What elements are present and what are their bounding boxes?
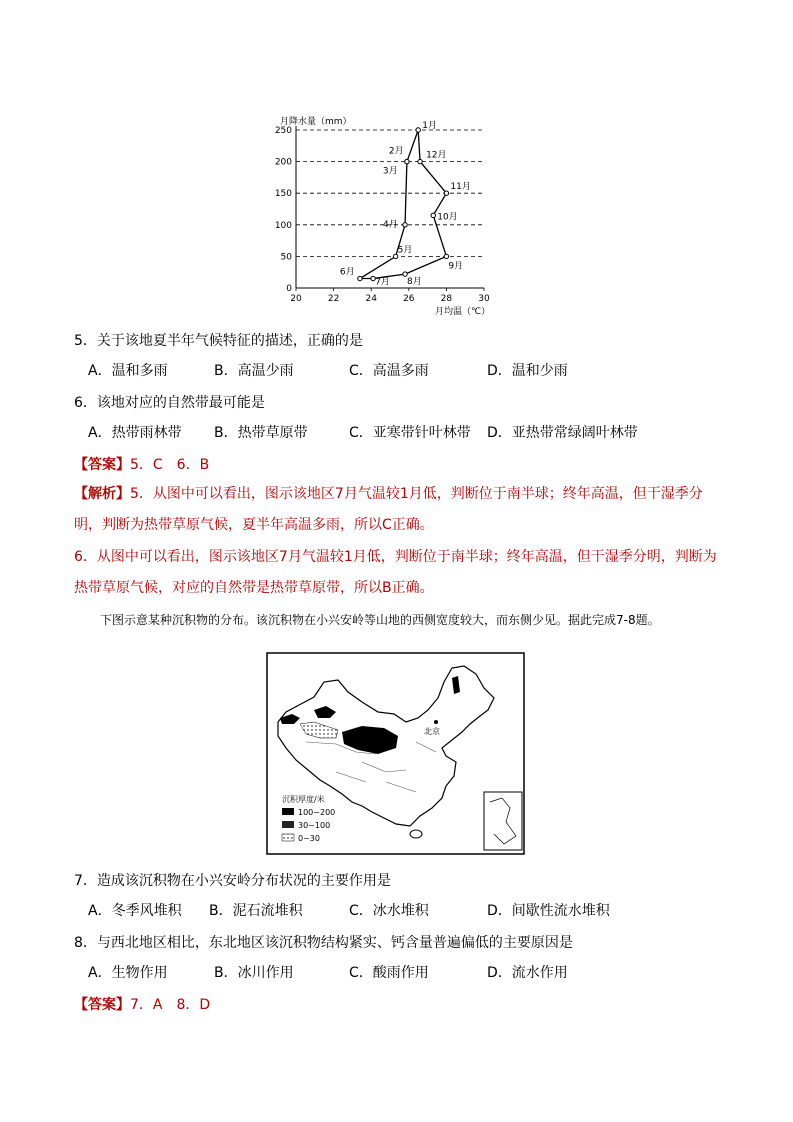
q7-option-c[interactable]: C．冰水堆积	[349, 903, 429, 919]
q5-option-d[interactable]: D．温和少雨	[487, 363, 568, 379]
point-label-5: 5月	[397, 245, 413, 256]
q5-option-c[interactable]: C．高温多雨	[349, 363, 429, 379]
q5-option-b[interactable]: B．高温少雨	[214, 363, 294, 379]
point-4	[403, 223, 407, 227]
point-11	[444, 191, 448, 195]
beijing-label: 北京	[424, 727, 440, 736]
q6-stem: 6．该地对应的自然带最可能是	[74, 395, 265, 411]
q7-option-d[interactable]: D．间歇性流水堆积	[487, 903, 610, 919]
sediment-distribution-map	[266, 652, 526, 856]
point-label-8: 8月	[407, 277, 422, 288]
legend-swatch-100-200	[282, 808, 294, 815]
q8-option-c[interactable]: C．酸雨作用	[349, 965, 429, 981]
q6-option-c[interactable]: C．亚寒带针叶林带	[349, 425, 471, 441]
y-tick-label-50: 50	[280, 252, 292, 263]
analysis-tag: 【解析】	[74, 486, 130, 502]
point-8	[403, 272, 407, 276]
y-axis-label: 月降水量（mm）	[280, 117, 352, 127]
point-6	[358, 276, 362, 280]
answer-tag-2: 【答案】	[74, 997, 130, 1013]
x-tick-label-28: 28	[440, 294, 453, 304]
x-tick-label-22: 22	[327, 294, 340, 304]
legend-label-100-200: 100~200	[298, 808, 336, 817]
q8-option-b[interactable]: B．冰川作用	[214, 965, 294, 981]
point-label-7: 7月	[375, 277, 390, 288]
point-label-10: 10月	[437, 212, 458, 223]
point-1	[416, 128, 420, 132]
answer-text: 5．C 6．B	[130, 457, 210, 473]
q7-option-b[interactable]: B．泥石流堆积	[209, 903, 303, 919]
answer-tag: 【答案】	[74, 457, 130, 473]
point-9	[444, 254, 448, 258]
point-label-6: 6月	[339, 267, 355, 278]
legend-swatch-30-100	[282, 821, 294, 828]
point-label-3: 3月	[382, 166, 398, 177]
x-axis-label: 月均温（℃）	[435, 307, 491, 317]
point-10	[431, 213, 435, 217]
x-tick-label-24: 24	[365, 294, 377, 304]
y-tick-label-200: 200	[274, 157, 292, 168]
q6-option-d[interactable]: D．亚热带常绿阔叶林带	[487, 425, 638, 441]
analysis-6: 6．从图中可以看出，图示该地区7月气温较1月低，判断位于南半球；终年高温，但干湿季分明，判断为热带草原气候，对应的自然带是热带草原带，所以B正确。	[74, 549, 717, 596]
q8-stem: 8．与西北地区相比，东北地区该沉积物结构紧实、钙含量普遍偏低的主要原因是	[74, 935, 573, 951]
y-tick-label-250: 250	[274, 126, 292, 136]
point-3	[405, 159, 409, 163]
answer-7-8	[74, 995, 210, 1015]
hainan-island	[410, 830, 422, 838]
point-label-4: 4月	[383, 219, 398, 230]
y-tick-label-100: 100	[274, 220, 292, 231]
legend-label-30-100: 30~100	[298, 821, 331, 830]
point-label-1: 1月	[422, 121, 437, 131]
y-tick-label-150: 150	[274, 189, 292, 200]
q8-option-a[interactable]: A．生物作用	[88, 965, 168, 981]
answer-text-2: 7．A 8．D	[130, 997, 211, 1013]
intro-7-8: 下图示意某种沉积物的分布。该沉积物在小兴安岭等山地的西侧宽度较大，而东侧少见。据此完成7-8题。	[100, 613, 660, 627]
q7-option-a[interactable]: A．冬季风堆积	[88, 903, 182, 919]
point-label-9: 9月	[448, 261, 464, 272]
beijing-marker	[434, 720, 438, 724]
climate-chart	[270, 110, 500, 318]
legend-title: 沉积厚度/米	[282, 795, 325, 804]
q6-option-a[interactable]: A．热带雨林带	[88, 425, 182, 441]
q5-option-a[interactable]: A．温和多雨	[88, 363, 168, 379]
q5-stem: 5．关于该地夏半年气候特征的描述，正确的是	[74, 333, 363, 349]
analysis-5	[74, 479, 724, 541]
legend-label-0-30: 0~30	[298, 834, 320, 843]
x-tick-label-30: 30	[478, 294, 490, 304]
south-china-sea-inset	[484, 792, 522, 850]
legend-swatch-0-30	[282, 834, 294, 841]
point-label-2: 2月	[388, 146, 404, 157]
q6-option-b[interactable]: B．热带草原带	[214, 425, 308, 441]
point-label-12: 12月	[426, 150, 447, 161]
x-tick-label-26: 26	[403, 294, 415, 304]
analysis-5-text: 5．从图中可以看出，图示该地区7月气温较1月低，判断位于南半球；终年高温，但干湿季分明，判断为热带草原气候，夏半年高温多雨，所以C正确。	[74, 486, 703, 533]
q8-option-d[interactable]: D．流水作用	[487, 965, 568, 981]
y-tick-label-0: 0	[286, 284, 292, 294]
answer-5-6	[74, 455, 209, 475]
x-tick-label-20: 20	[290, 294, 302, 304]
point-label-11: 11月	[450, 182, 471, 193]
point-12	[418, 159, 422, 163]
q7-stem: 7．造成该沉积物在小兴安岭分布状况的主要作用是	[74, 873, 391, 889]
